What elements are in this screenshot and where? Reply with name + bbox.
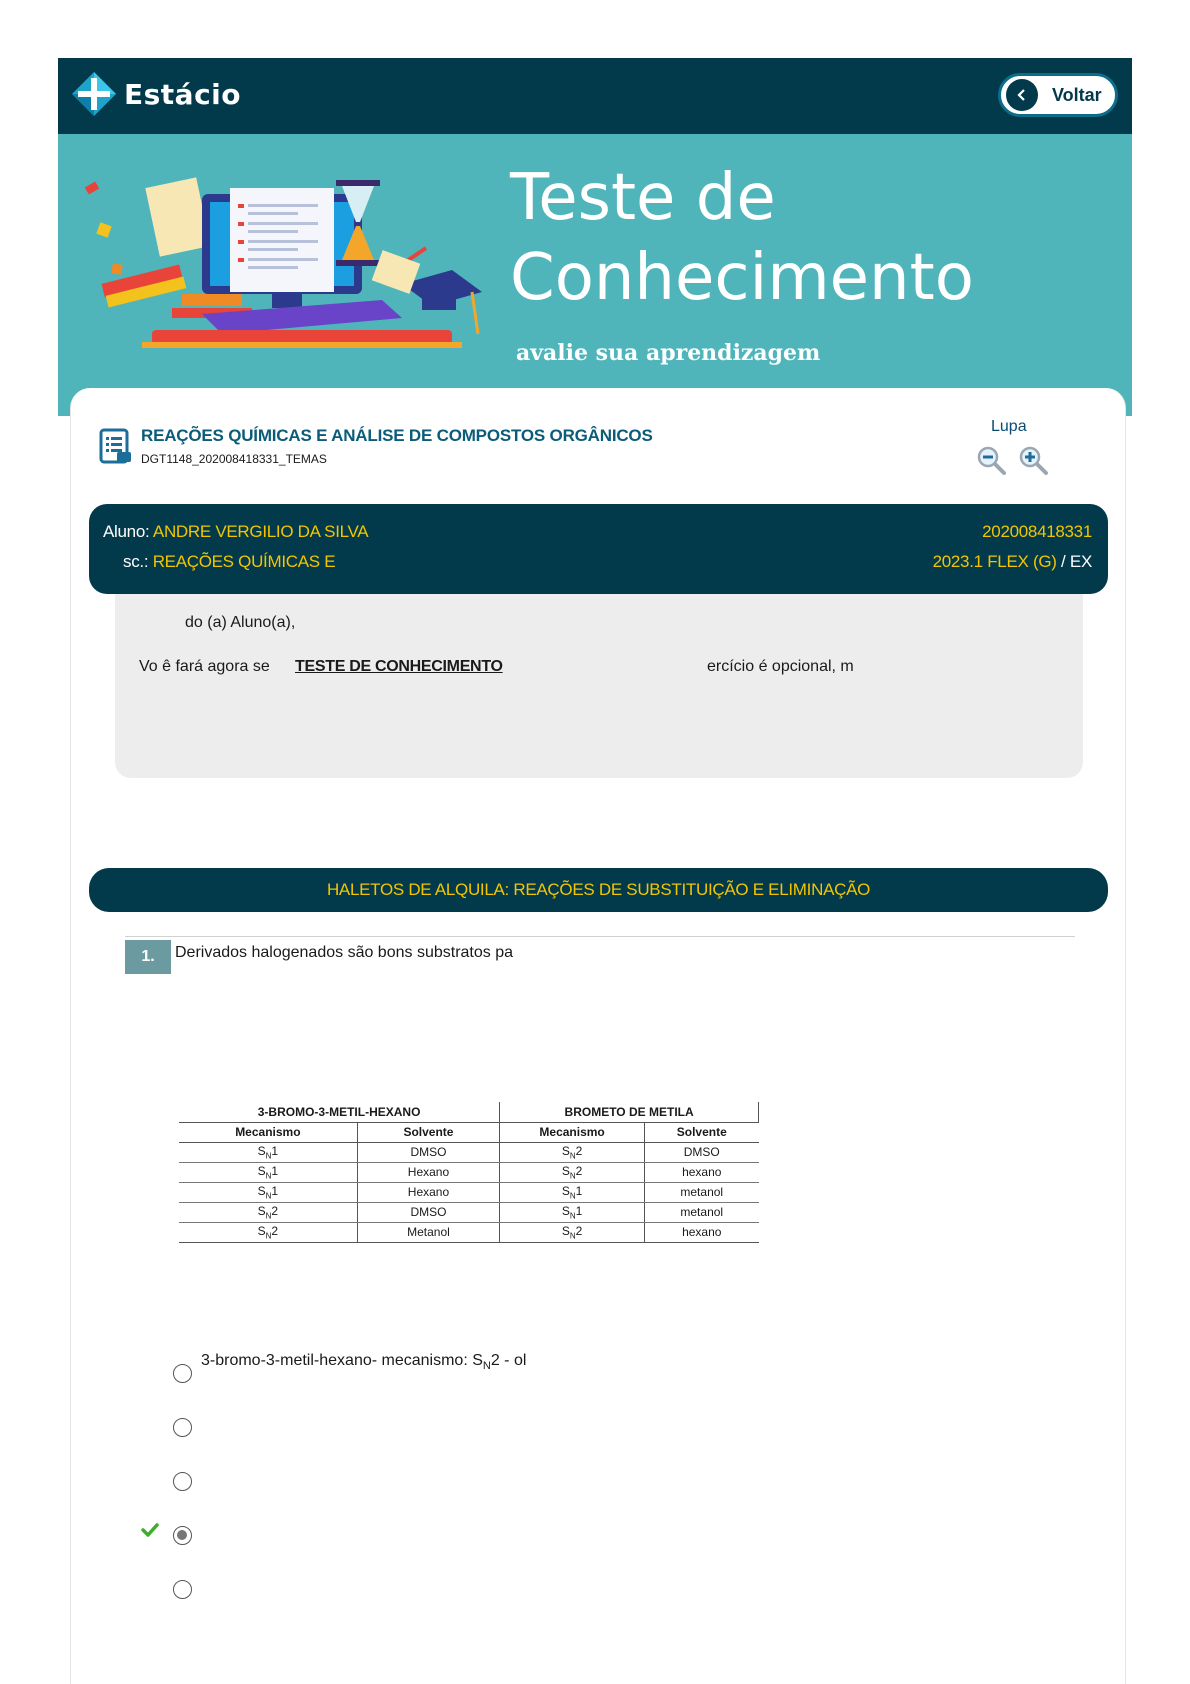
table-row <box>179 1142 759 1162</box>
table-cell: DMSO <box>357 1142 499 1162</box>
period-suffix: EX <box>1069 552 1092 571</box>
table-col-header: Solvente <box>645 1122 759 1142</box>
table-cell: hexano <box>645 1222 759 1242</box>
table-cell: $S_N2$ <box>179 1202 357 1222</box>
table-cell: Metanol <box>357 1222 499 1242</box>
chevron-left-icon <box>1006 79 1038 111</box>
answer-option-e[interactable] <box>173 1574 873 1604</box>
table-cell: $S_N1$ <box>179 1182 357 1202</box>
option-radio[interactable] <box>173 1472 192 1491</box>
banner-subtitle: avalie sua aprendizagem <box>516 340 821 366</box>
question-divider <box>125 936 1075 937</box>
brand-name: Estácio <box>124 77 242 111</box>
question-number: 1. <box>125 940 171 974</box>
period-row <box>933 552 1092 572</box>
table-cell: metanol <box>645 1182 759 1202</box>
zoom-in-icon[interactable] <box>1017 444 1049 476</box>
option-radio[interactable] <box>173 1580 192 1599</box>
table-group-header: BROMETO DE METILA <box>500 1102 759 1122</box>
banner-title-line2: Conhecimento <box>510 241 974 315</box>
discipline-row <box>123 552 335 572</box>
table-row <box>179 1222 759 1242</box>
topic-title: HALETOS DE ALQUILA: REAÇÕES DE SUBSTITUIÇÃO E ELIMINAÇÃO <box>326 880 871 899</box>
answer-option-a[interactable] <box>173 1352 873 1388</box>
table-cell: $S_N2$ <box>179 1222 357 1242</box>
notice-text-start: Vo ê fará agora se <box>139 658 270 675</box>
table-cell: metanol <box>645 1202 759 1222</box>
period: 2023.1 FLEX (G) <box>932 552 1057 571</box>
answer-option-b[interactable] <box>173 1412 873 1442</box>
course-code: DGT1148_202008418331_TEMAS <box>141 452 327 466</box>
notice-text-end: ercício é opcional, m <box>707 658 854 675</box>
student-name: ANDRE VERGILIO DA SILVA <box>152 522 369 541</box>
student-name-row <box>103 522 368 542</box>
table-cell: $S_N2$ <box>500 1222 645 1242</box>
table-cell: DMSO <box>645 1142 759 1162</box>
back-button[interactable] <box>998 73 1118 117</box>
table-cell: $S_N2$ <box>500 1142 645 1162</box>
mechanism-table <box>179 1102 759 1243</box>
table-cell: $S_N1$ <box>500 1182 645 1202</box>
banner-title <box>510 158 974 318</box>
notice-highlight: TESTE DE CONHECIMENTO <box>295 658 503 675</box>
question-text: Derivados halogenados são bons substratos pa <box>175 944 513 961</box>
student-info-bar <box>89 504 1108 594</box>
answer-option-c[interactable] <box>173 1466 873 1496</box>
table-cell: $S_N1$ <box>500 1202 645 1222</box>
table-cell: $S_N1$ <box>179 1162 357 1182</box>
table-group-header: 3-BROMO-3-METIL-HEXANO <box>179 1102 500 1122</box>
table-cell: Hexano <box>357 1162 499 1182</box>
table-row <box>179 1162 759 1182</box>
option-radio[interactable] <box>173 1418 192 1437</box>
student-name-label: Aluno: <box>103 522 150 541</box>
hero-banner <box>58 134 1132 416</box>
table-cell: $S_N2$ <box>500 1162 645 1182</box>
table-col-header: Solvente <box>357 1122 499 1142</box>
table-row <box>179 1202 759 1222</box>
notice-box <box>115 594 1083 778</box>
answer-option-d[interactable] <box>173 1520 873 1550</box>
matricula-row <box>982 522 1092 542</box>
back-button-label: Voltar <box>1052 84 1102 105</box>
zoom-out-icon[interactable] <box>975 444 1007 476</box>
option-radio[interactable] <box>173 1364 192 1383</box>
course-title: REAÇÕES QUÍMICAS E ANÁLISE DE COMPOSTOS ORGÂNICOS <box>141 426 653 445</box>
correct-check-icon <box>141 1522 159 1538</box>
lupa-label: Lupa <box>991 418 1027 435</box>
table-cell: DMSO <box>357 1202 499 1222</box>
table-row <box>179 1182 759 1202</box>
table-cell: $S_N1$ <box>179 1142 357 1162</box>
topic-header <box>89 868 1108 912</box>
student-matricula: 202008418331 <box>982 522 1092 541</box>
discipline-name: REAÇÕES QUÍMICAS E <box>152 552 336 571</box>
notice-greeting: do (a) Aluno(a), <box>185 614 296 631</box>
period-separator: / <box>1061 552 1066 571</box>
table-col-header: Mecanismo <box>179 1122 357 1142</box>
estacio-logo-icon <box>70 70 118 118</box>
option-radio-selected[interactable] <box>173 1526 192 1545</box>
exam-list-icon <box>99 428 133 464</box>
table-cell: hexano <box>645 1162 759 1182</box>
content-card <box>70 388 1126 1684</box>
banner-title-line1: Teste de <box>510 161 776 235</box>
top-bar <box>58 58 1132 134</box>
table-col-header: Mecanismo <box>500 1122 645 1142</box>
table-cell: Hexano <box>357 1182 499 1202</box>
estacio-logo <box>70 70 241 118</box>
discipline-label: sc.: <box>123 552 149 571</box>
study-illustration <box>82 174 502 354</box>
option-text: 3-bromo-3-metil-hexano- mecanismo: $S_N2$ - ol <box>201 1352 527 1373</box>
